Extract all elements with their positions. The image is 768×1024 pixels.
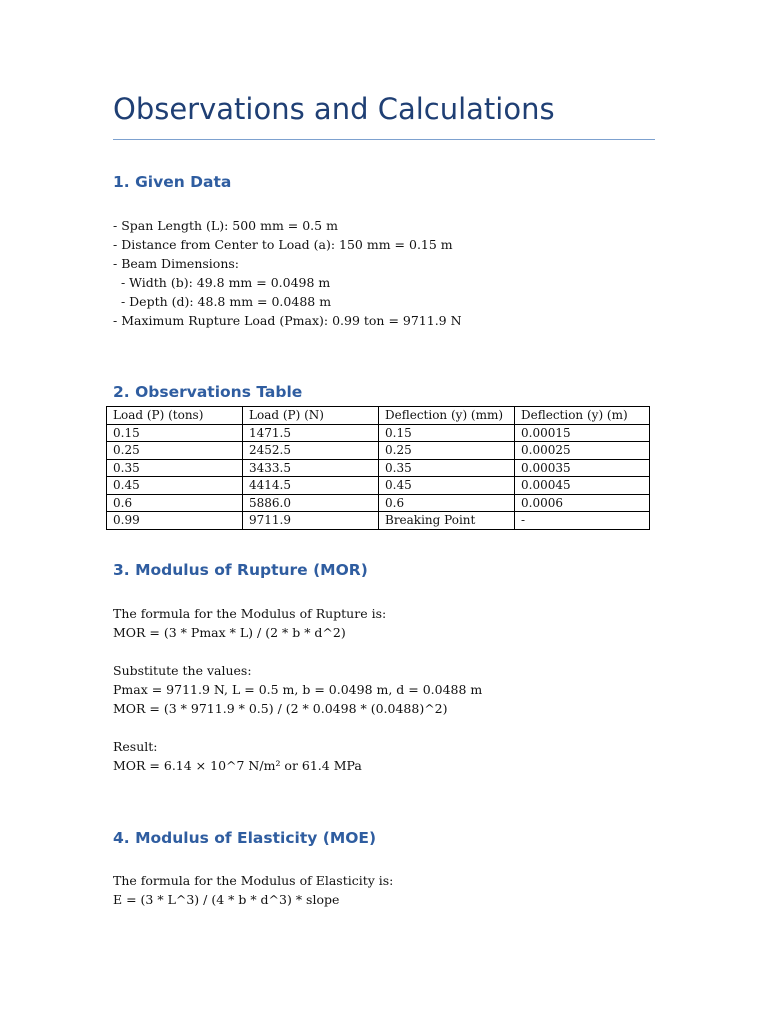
table-cell: 0.15: [379, 424, 515, 442]
table-row: [107, 424, 650, 442]
mor-line-calculation: MOR = (3 * 9711.9 * 0.5) / (2 * 0.0498 * (0.0488)^2): [113, 701, 448, 716]
observations-table: [106, 406, 650, 530]
given-line-pmax: - Maximum Rupture Load (Pmax): 0.99 ton = 9711.9 N: [113, 313, 462, 328]
mor-line-values: Pmax = 9711.9 N, L = 0.5 m, b = 0.0498 m, d = 0.0488 m: [113, 682, 483, 697]
column-header: Load (P) (tons): [107, 407, 243, 425]
table-cell: 0.25: [379, 442, 515, 460]
table-cell: 0.25: [107, 442, 243, 460]
table-cell: 0.15: [107, 424, 243, 442]
given-line-dimensions: - Beam Dimensions:: [113, 256, 239, 271]
table-cell: 0.45: [379, 477, 515, 495]
table-cell: -: [515, 512, 650, 530]
table-cell: 2452.5: [243, 442, 379, 460]
table-row: [107, 494, 650, 512]
table-cell: 0.6: [379, 494, 515, 512]
mor-line-result-label: Result:: [113, 739, 158, 754]
observations-heading: 2. Observations Table: [113, 383, 303, 401]
given-line-distance: - Distance from Center to Load (a): 150 mm = 0.15 m: [113, 237, 453, 252]
given-line-width: - Width (b): 49.8 mm = 0.0498 m: [113, 275, 331, 290]
column-header: Deflection (y) (mm): [379, 407, 515, 425]
page-title: Observations and Calculations: [113, 92, 555, 126]
table-header-row: [107, 407, 650, 425]
title-divider: [113, 139, 655, 140]
table-row: [107, 442, 650, 460]
mor-line-formula: MOR = (3 * Pmax * L) / (2 * b * d^2): [113, 625, 346, 640]
column-header: Load (P) (N): [243, 407, 379, 425]
table-cell: 9711.9: [243, 512, 379, 530]
table-cell: 0.35: [379, 459, 515, 477]
table-cell: 0.45: [107, 477, 243, 495]
table-cell: 4414.5: [243, 477, 379, 495]
table-cell: 0.99: [107, 512, 243, 530]
table-row: [107, 459, 650, 477]
mor-line-intro: The formula for the Modulus of Rupture is:: [113, 606, 387, 621]
table-cell: Breaking Point: [379, 512, 515, 530]
table-cell: 0.6: [107, 494, 243, 512]
given-line-span: - Span Length (L): 500 mm = 0.5 m: [113, 218, 338, 233]
mor-line-result: MOR = 6.14 × 10^7 N/m² or 61.4 MPa: [113, 758, 362, 773]
moe-heading: 4. Modulus of Elasticity (MOE): [113, 829, 377, 847]
table-row: [107, 477, 650, 495]
mor-line-substitute: Substitute the values:: [113, 663, 252, 678]
table-cell: 5886.0: [243, 494, 379, 512]
column-header: Deflection (y) (m): [515, 407, 650, 425]
table-cell: 0.35: [107, 459, 243, 477]
moe-line-intro: The formula for the Modulus of Elasticity is:: [113, 873, 394, 888]
table-cell: 3433.5: [243, 459, 379, 477]
table-cell: 1471.5: [243, 424, 379, 442]
table-cell: 0.00035: [515, 459, 650, 477]
table-cell: 0.00045: [515, 477, 650, 495]
table-cell: 0.0006: [515, 494, 650, 512]
mor-heading: 3. Modulus of Rupture (MOR): [113, 561, 368, 579]
table-cell: 0.00025: [515, 442, 650, 460]
given-data-heading: 1. Given Data: [113, 173, 232, 191]
table-row: [107, 512, 650, 530]
given-line-depth: - Depth (d): 48.8 mm = 0.0488 m: [113, 294, 332, 309]
table-cell: 0.00015: [515, 424, 650, 442]
moe-line-formula: E = (3 * L^3) / (4 * b * d^3) * slope: [113, 892, 340, 907]
